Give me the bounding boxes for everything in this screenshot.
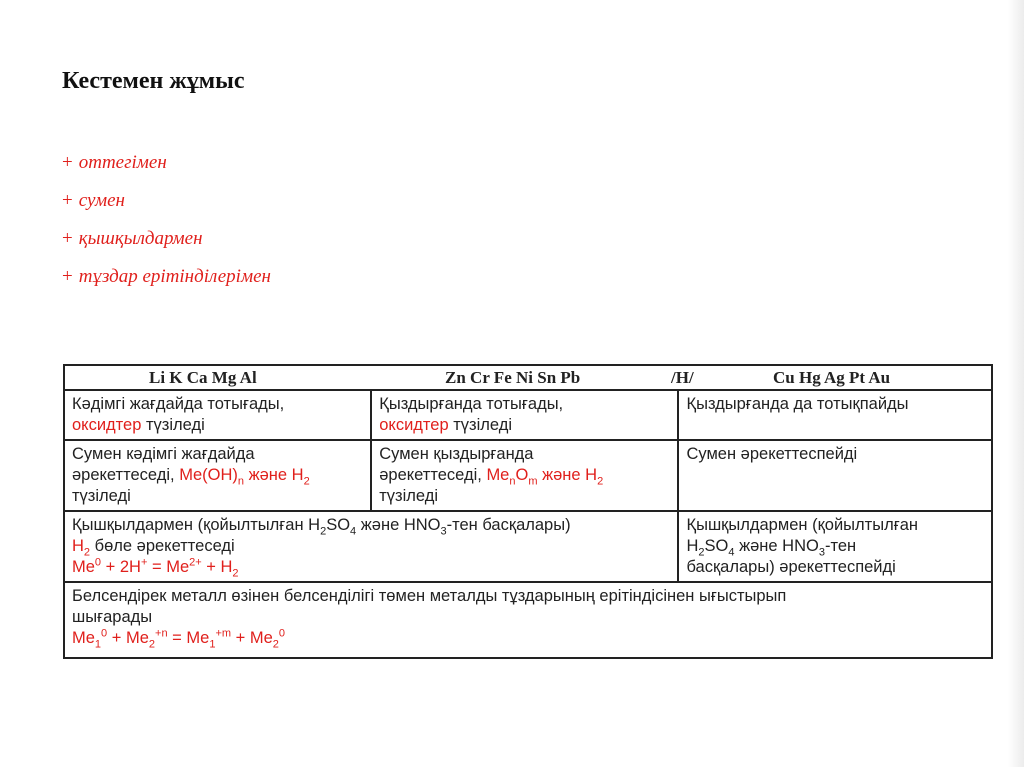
- acid-equation: $Me^0 + 2H^+ = Me^{2+} + H_2$: [72, 556, 239, 580]
- bullet-list: [62, 150, 271, 302]
- hydroxide-formula: $Me(OH)_n$ және $H_2$: [179, 466, 310, 488]
- slide-title: Кестемен жұмыс: [62, 68, 245, 94]
- cell-text: $H_2SO_4$ және $HNO_3$-тен: [686, 537, 857, 559]
- bullet-marker: +: [62, 190, 73, 211]
- bullet-text: қышқылдармен: [78, 228, 203, 249]
- bullet-marker: +: [62, 266, 73, 287]
- displacement-equation: $Me_1^0 + Me_2^{+n} = Me_1^{+m} + Me_2^0$: [72, 627, 286, 651]
- cell-acids-reactive: [64, 511, 678, 582]
- header-hydrogen: /H/: [671, 368, 694, 387]
- cell-text: Қыздырғанда да тотықпайды: [686, 395, 909, 413]
- cell-text: шығарады: [72, 608, 153, 626]
- bullet-item-oxygen: [62, 150, 271, 188]
- cell-text: бөле әрекеттеседі: [90, 537, 235, 555]
- table-row-acids: [64, 511, 992, 582]
- cell-water-medium: [371, 440, 678, 511]
- cell-salts: [64, 582, 992, 658]
- cell-text: Сумен кәдімгі жағдайда: [72, 445, 255, 463]
- hydrogen-release: $H_2$: [72, 537, 91, 559]
- oxide-term: оксидтер: [379, 416, 449, 434]
- cell-text: әрекеттеседі,: [379, 466, 487, 484]
- cell-text: Белсендірек металл өзінен белсенділігі төмен металды тұздарының ерітіндісінен ығыстырып: [72, 587, 787, 605]
- table-row-salts: [64, 582, 992, 658]
- bullet-item-water: [62, 188, 271, 226]
- table-row-water: [64, 440, 992, 511]
- bullet-marker: +: [62, 228, 73, 249]
- cell-oxygen-active: [64, 390, 371, 440]
- oxide-term: оксидтер: [72, 416, 142, 434]
- header-group-inactive: Cu Hg Ag Pt Au: [773, 368, 891, 387]
- cell-oxygen-medium: [371, 390, 678, 440]
- metal-properties-table: [63, 364, 993, 659]
- header-group-active: Li K Ca Mg Al: [149, 368, 257, 387]
- cell-text: Сумен әрекеттеспейді: [686, 445, 858, 463]
- cell-acids-inactive: [678, 511, 992, 582]
- cell-text: Сумен қыздырғанда: [379, 445, 534, 463]
- cell-text: түзіледі: [141, 416, 205, 434]
- bullet-text: тұздар ерітінділерімен: [78, 266, 271, 287]
- table-header-row: [64, 365, 992, 390]
- cell-text: Кәдімгі жағдайда тотығады,: [72, 395, 285, 413]
- cell-water-active: [64, 440, 371, 511]
- bullet-text: оттегімен: [78, 152, 167, 173]
- header-group-medium: Zn Cr Fe Ni Sn Pb: [445, 368, 581, 387]
- cell-text: түзіледі: [72, 487, 131, 505]
- cell-oxygen-inactive: [678, 390, 992, 440]
- cell-text: түзіледі: [379, 487, 439, 505]
- bullet-item-salts: [62, 264, 271, 302]
- table-row-oxygen: [64, 390, 992, 440]
- cell-text: әрекеттеседі,: [72, 466, 180, 484]
- cell-text: Қышқылдармен (қойылтылған: [686, 516, 919, 534]
- cell-text: Қыздырғанда тотығады,: [379, 395, 564, 413]
- cell-text: басқалары) әрекеттеспейді: [686, 558, 896, 576]
- bullet-item-acids: [62, 226, 271, 264]
- bullet-text: сумен: [78, 190, 125, 211]
- activity-series-header: [64, 365, 992, 390]
- cell-text: Қышқылдармен (қойылтылған $H_2SO_4$ және $HNO_3$-тен басқалары): [72, 516, 571, 538]
- slide-edge-shadow: [1008, 0, 1024, 767]
- cell-text: түзіледі: [448, 416, 512, 434]
- cell-water-inactive: [678, 440, 992, 511]
- bullet-marker: +: [62, 152, 73, 173]
- oxide-formula: $Me_nO_m$ және $H_2$: [486, 466, 604, 488]
